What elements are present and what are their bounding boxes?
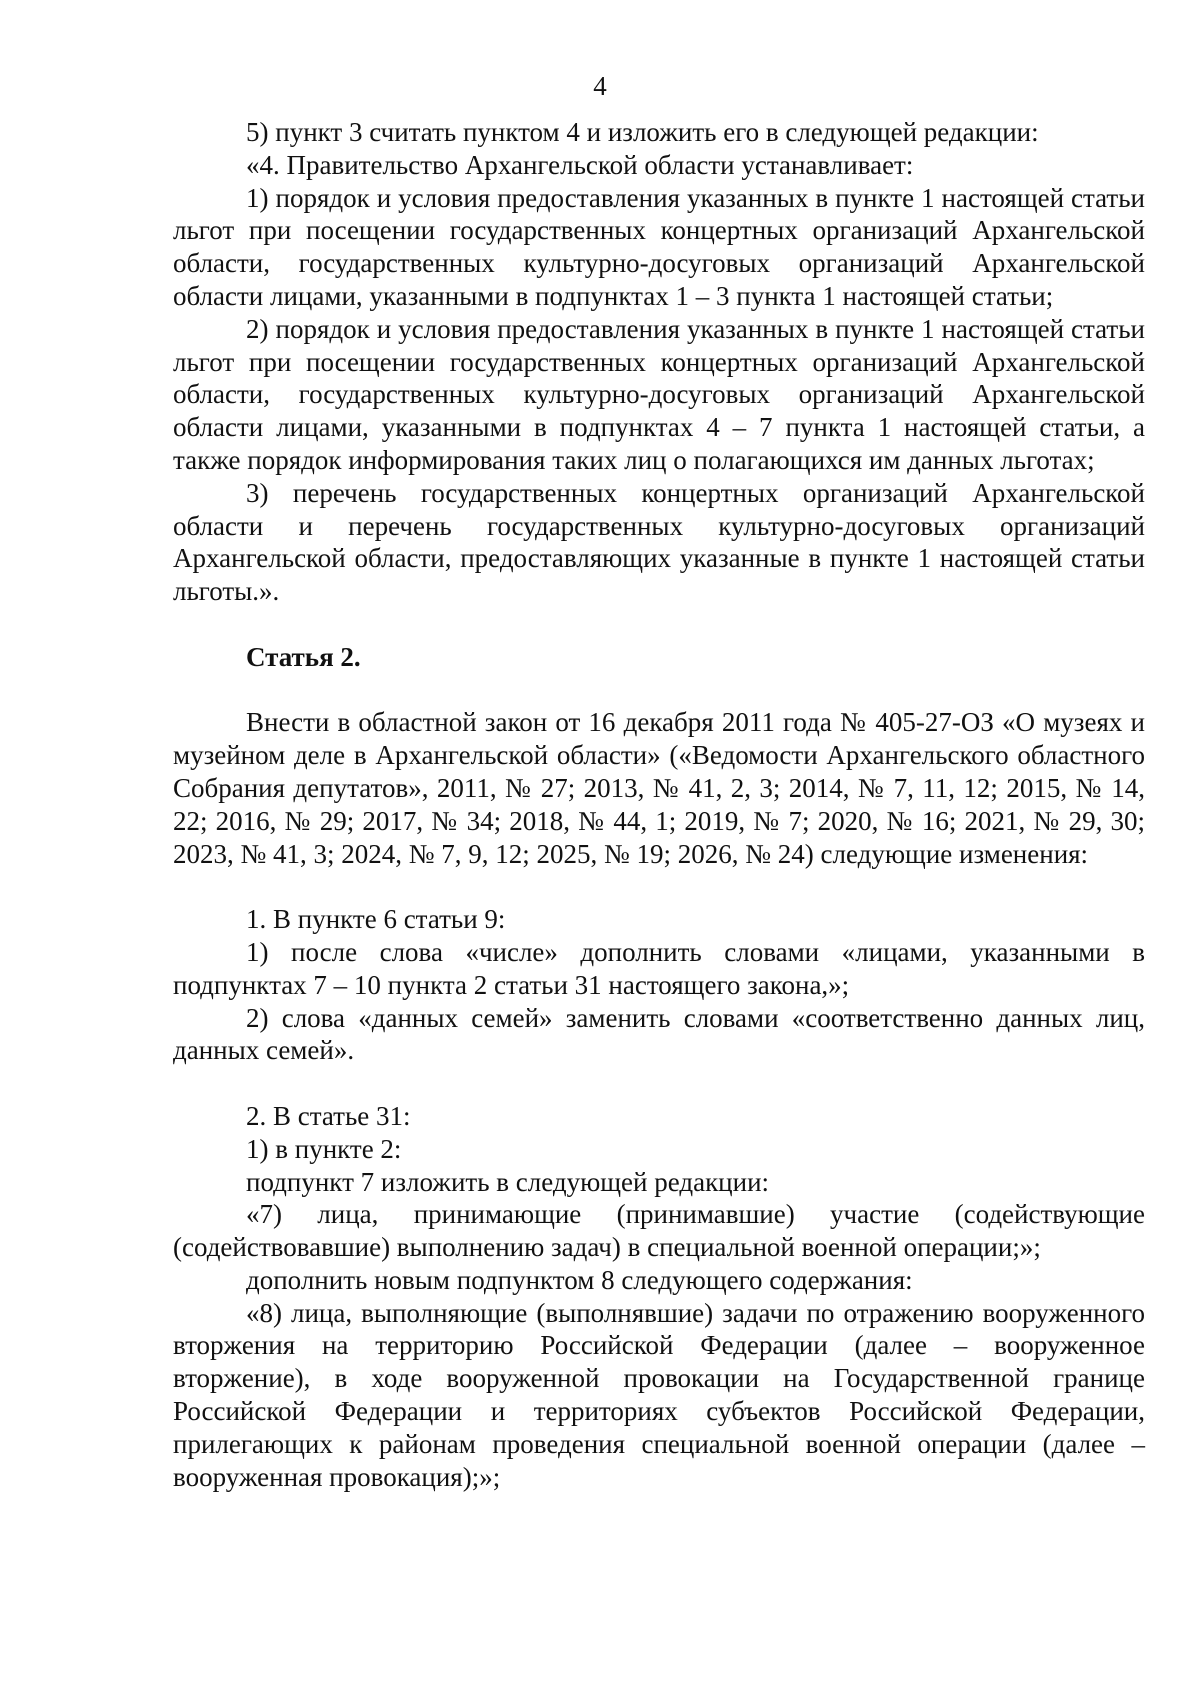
article-heading: Статья 2.	[246, 641, 361, 672]
section-1-item-1: 1) после слова «числе» дополнить словами «лицами, указанными в подпунктах 7 – 10 пункта 2 статьи 31 настоящего закона,»;	[173, 936, 1145, 1000]
section-2-item-1: 1) в пункте 2:	[246, 1133, 402, 1164]
paragraph-item-2: 2) порядок и условия предоставления указанных в пункте 1 настоящей статьи льгот при посещении государственных концертных организаций Архангельской области, государственных культурно-досуговых организаций Архангельской области лицами, указанными в подпунктах 4 – 7 пункта 1 настоящей статьи, а также порядок информирования таких лиц о полагающихся им данных льготах;	[173, 313, 1145, 475]
section-2-subitem-8-intro: дополнить новым подпунктом 8 следующего содержания:	[246, 1264, 913, 1295]
spacer	[173, 674, 1145, 707]
paragraph-item-3: 3) перечень государственных концертных организаций Архангельской области и перечень государственных культурно-досуговых организаций Архангельской области, предоставляющих указанные в пункте 1 настоящей статьи льготы.».	[173, 477, 1145, 607]
paragraph-renumber-item: 5) пункт 3 считать пунктом 4 и изложить его в следующей редакции:	[246, 117, 1039, 147]
paragraph-government-establishes: «4. Правительство Архангельской области устанавливает:	[246, 149, 914, 180]
section-2-title: 2. В статье 31:	[246, 1100, 411, 1131]
paragraph-item-1: 1) порядок и условия предоставления указанных в пункте 1 настоящей статьи льгот при посещении государственных концертных организаций Архангельской области, государственных культурно-досуговых организаций Архангельской области лицами, указанными в подпунктах 1 – 3 пункта 1 настоящей статьи;	[173, 182, 1145, 311]
document-body	[173, 116, 1145, 1493]
section-2-subitem-7-text: «7) лица, принимающие (принимавшие) участие (содействующие (содействовавшие) выполнению задач) в специальной военной операции;»;	[173, 1199, 1145, 1263]
article-intro-paragraph: Внести в областной закон от 16 декабря 2011 года № 405-27-ОЗ «О музеях и музейном деле в Архангельской области» («Ведомости Архангельского областного Собрания депутатов», 2011, № 27; 2013, № 41, 2, 3; 2014, № 7, 11, 12; 2015, № 14, 22; 2016, № 29; 2017, № 34; 2018, № 44, 1; 2019, № 7; 2020, № 16; 2021, № 29, 30; 2023, № 41, 3; 2024, № 7, 9, 12; 2025, № 19; 2026, № 24) следующие изменения:	[173, 707, 1145, 869]
spacer	[173, 608, 1145, 641]
section-2-subitem-7-intro: подпункт 7 изложить в следующей редакции:	[246, 1166, 770, 1197]
spacer	[173, 870, 1145, 903]
page-number: 4	[593, 71, 607, 101]
section-2-subitem-8-text: «8) лица, выполняющие (выполнявшие) задачи по отражению вооруженного вторжения на территорию Российской Федерации (далее – вооруженное вторжение), в ходе вооруженной провокации на Государственной границе Российской Федерации и территориях субъектов Российской Федерации, прилегающих к районам проведения специальной военной операции (далее – вооруженная провокация);»;	[173, 1297, 1145, 1492]
spacer	[173, 1067, 1145, 1100]
section-1-item-2: 2) слова «данных семей» заменить словами «соответственно данных лиц, данных семей».	[173, 1002, 1145, 1066]
section-1-title: 1. В пункте 6 статьи 9:	[246, 904, 506, 935]
